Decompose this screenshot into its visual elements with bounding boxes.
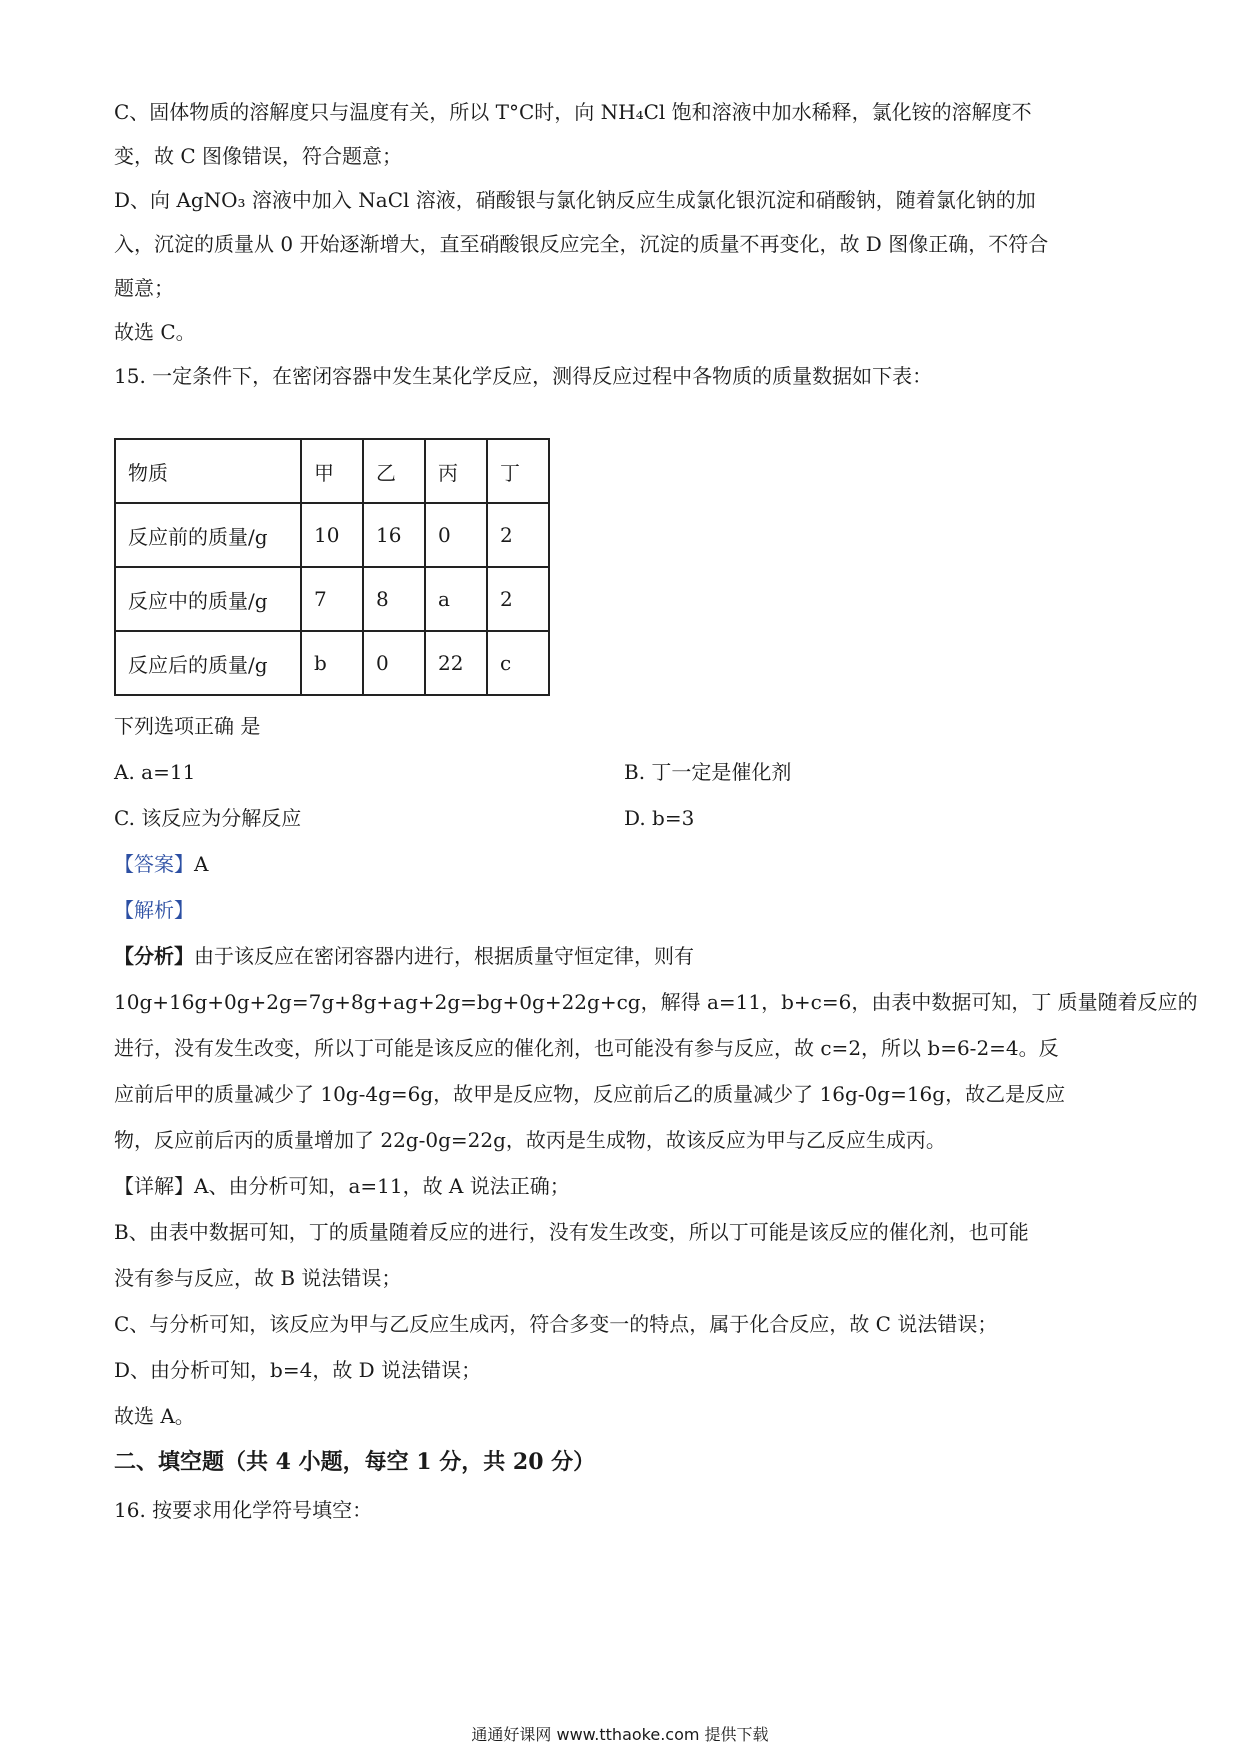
- table-cell: 22: [425, 631, 487, 695]
- text-line: 物，反应前后丙的质量增加了 22g-0g=22g，故丙是生成物，故该反应为甲与乙反应生成丙。: [114, 1128, 946, 1152]
- table-cell: a: [425, 567, 487, 631]
- section-heading: 二、填空题（共 4 小题，每空 1 分，共 20 分）: [114, 1449, 596, 1475]
- text-line: 应前后甲的质量减少了 10g-4g=6g，故甲是反应物，反应前后乙的质量减少了 16g-0g=16g，故乙是反应: [114, 1082, 1066, 1106]
- text-line: 变，故 C 图像错误，符合题意；: [114, 144, 403, 168]
- detail-label: 【详解】: [114, 1174, 194, 1198]
- table-row: [115, 567, 549, 631]
- page-footer: 通通好课网 www.tthaoke.com 提供下载: [471, 1725, 769, 1744]
- text-line: 10g+16g+0g+2g=7g+8g+ag+2g=bg+0g+22g+cg，解得 a=11，b+c=6，由表中数据可知，丁 质量随着反应的: [114, 990, 1198, 1014]
- table-cell: 2: [487, 567, 549, 631]
- answer-line: [114, 850, 208, 878]
- text-line: 入，沉淀的质量从 0 开始逐渐增大，直至硝酸银反应完全，沉淀的质量不再变化，故 D 图像正确，不符合: [114, 232, 1049, 256]
- table-row: [115, 503, 549, 567]
- detail-line: [114, 1172, 570, 1200]
- table-cell: b: [301, 631, 363, 695]
- question-15-stem: 15. 一定条件下，在密闭容器中发生某化学反应，测得反应过程中各物质的质量数据如下表：: [114, 364, 933, 388]
- table-header-cell: 乙: [363, 439, 425, 503]
- analysis-line: [114, 942, 694, 970]
- table-cell: 10: [301, 503, 363, 567]
- text-line: B、由表中数据可知，丁的质量随着反应的进行，没有发生改变，所以丁可能是该反应的催化剂，也可能: [114, 1220, 1029, 1244]
- table-cell: 反应中的质量/g: [115, 567, 301, 631]
- table-cell: 8: [363, 567, 425, 631]
- text-line: D、向 AgNO₃ 溶液中加入 NaCl 溶液，硝酸银与氯化钠反应生成氯化银沉淀和硝酸钠，随着氯化钠的加: [114, 188, 1036, 212]
- table-cell: 7: [301, 567, 363, 631]
- option-b: B. 丁一定是催化剂: [624, 760, 792, 784]
- analysis-sub-label: 【分析】: [114, 944, 194, 968]
- option-a: A. a=11: [114, 760, 196, 784]
- text-line: 进行，没有发生改变，所以丁可能是该反应的催化剂，也可能没有参与反应，故 c=2，所以 b=6-2=4。反: [114, 1036, 1059, 1060]
- analysis-text: 由于该反应在密闭容器内进行，根据质量守恒定律，则有: [194, 944, 694, 968]
- question-15-prompt: 下列选项正确 是: [114, 714, 261, 738]
- text-line: C、与分析可知，该反应为甲与乙反应生成丙，符合多变一的特点，属于化合反应，故 C 说法错误；: [114, 1312, 998, 1336]
- table-row: [115, 631, 549, 695]
- mass-data-table: [114, 438, 550, 696]
- text-line: 故选 C。: [114, 320, 196, 344]
- table-cell: 2: [487, 503, 549, 567]
- table-cell: c: [487, 631, 549, 695]
- text-line: D、由分析可知，b=4，故 D 说法错误；: [114, 1358, 482, 1382]
- option-d: D. b=3: [624, 806, 695, 830]
- analysis-label: 【解析】: [114, 898, 194, 922]
- table-cell: 0: [425, 503, 487, 567]
- table-header-cell: 物质: [115, 439, 301, 503]
- table-header-cell: 甲: [301, 439, 363, 503]
- answer-value: A: [194, 852, 209, 876]
- text-line: 故选 A。: [114, 1404, 195, 1428]
- option-c: C. 该反应为分解反应: [114, 806, 302, 830]
- table-header-cell: 丁: [487, 439, 549, 503]
- text-line: 没有参与反应，故 B 说法错误；: [114, 1266, 402, 1290]
- text-line: 题意；: [114, 276, 174, 300]
- table-cell: 0: [363, 631, 425, 695]
- question-16-stem: 16. 按要求用化学符号填空：: [114, 1498, 373, 1522]
- table-header-cell: 丙: [425, 439, 487, 503]
- answer-label: 【答案】: [114, 852, 194, 876]
- table-header-row: [115, 439, 549, 503]
- table-cell: 反应前的质量/g: [115, 503, 301, 567]
- table-cell: 16: [363, 503, 425, 567]
- table-cell: 反应后的质量/g: [115, 631, 301, 695]
- detail-text: A、由分析可知，a=11，故 A 说法正确；: [194, 1174, 570, 1198]
- text-line: C、固体物质的溶解度只与温度有关，所以 T°C时，向 NH₄Cl 饱和溶液中加水稀释，氯化铵的溶解度不: [114, 100, 1032, 124]
